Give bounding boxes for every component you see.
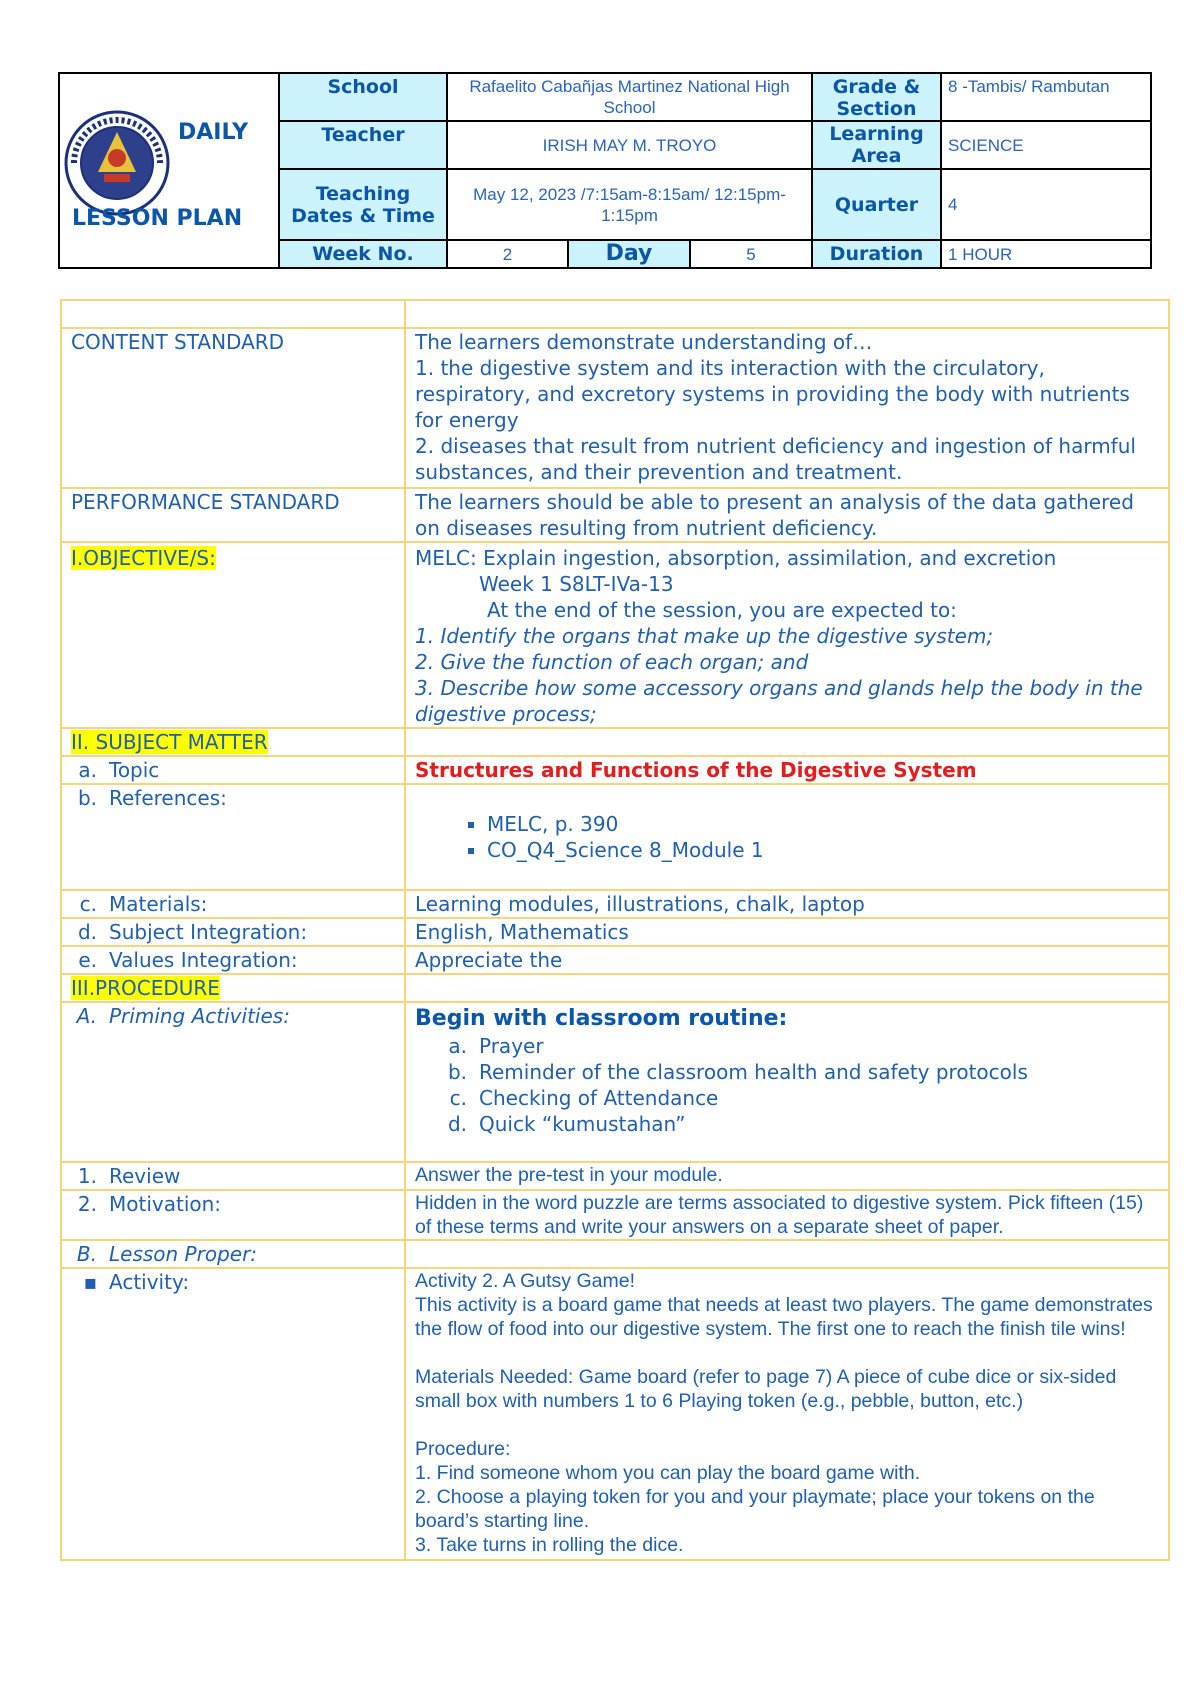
content-standard-item: 2. diseases that result from nutrient deficiency and ingestion of harmful substances, and their prevention and treatment.: [415, 434, 1136, 484]
objective-item: 2. Give the function of each organ; and: [415, 650, 809, 674]
values-integration-row: [61, 946, 1169, 974]
routine-item: [441, 1085, 1159, 1111]
objective-item: 3. Describe how some accessory organs and glands help the body in the digestive process;: [415, 676, 1143, 726]
materials-needed: Materials Needed: Game board (refer to page 7) A piece of cube dice or six-sided small box with numbers 1 to 6 Playing token (e.g., pebble, button, etc.): [415, 1366, 1117, 1412]
priming-row: [61, 1002, 1169, 1162]
list-letter: c.: [79, 892, 97, 916]
duration-label: Duration: [812, 240, 941, 268]
activity-label: Activity:: [109, 1270, 190, 1294]
review-label: Review: [109, 1164, 181, 1188]
materials-label: Materials:: [109, 892, 208, 916]
reference-item: ▪ CO_Q4_Science 8_Module 1: [487, 837, 1159, 863]
objectives-melc: MELC: Explain ingestion, absorption, assimilation, and excretion: [415, 546, 1057, 570]
list-letter: b.: [447, 1060, 467, 1084]
procedure-step: 3. Take turns in rolling the dice.: [415, 1534, 684, 1556]
title-block: [59, 73, 279, 268]
motivation-value: Hidden in the word puzzle are terms associated to digestive system. Pick fifteen (15) of these terms and write your answers on a separate sheet of paper.: [405, 1190, 1169, 1240]
objectives-heading: I.OBJECTIVE/S:: [71, 546, 216, 570]
review-row: [61, 1162, 1169, 1190]
performance-standard-text: The learners should be able to present an analysis of the data gathered on diseases resulting from nutrient deficiency.: [405, 488, 1169, 542]
list-number: 2.: [77, 1192, 97, 1216]
content-standard-label: CONTENT STANDARD: [61, 328, 405, 488]
topic-row: [61, 756, 1169, 784]
week-label: Week No.: [279, 240, 447, 268]
reference-item: ▪ MELC, p. 390: [487, 811, 1159, 837]
routine-text: Reminder of the classroom health and safety protocols: [479, 1060, 1028, 1084]
dates-value: May 12, 2023 /7:15am-8:15am/ 12:15pm-1:15pm: [447, 169, 812, 240]
objectives-row: [61, 542, 1169, 728]
week-value: 2: [447, 240, 568, 268]
motivation-label: Motivation:: [109, 1192, 222, 1216]
list-letter: A.: [76, 1004, 97, 1028]
routine-item: [441, 1033, 1159, 1059]
subject-matter-heading: II. SUBJECT MATTER: [71, 730, 268, 754]
objectives-code: Week 1 S8LT-IVa-13: [479, 572, 674, 596]
quarter-value: 4: [941, 169, 1151, 240]
quarter-label: Quarter: [812, 169, 941, 240]
list-letter: d.: [447, 1112, 467, 1136]
list-letter: a.: [448, 1034, 467, 1058]
references-label: References:: [109, 786, 227, 810]
materials-row: [61, 890, 1169, 918]
procedure-heading: III.PROCEDURE: [71, 976, 220, 1000]
day-label: Day: [568, 240, 690, 268]
performance-standard-label: PERFORMANCE STANDARD: [61, 488, 405, 542]
routine-title: Begin with classroom routine:: [415, 1006, 788, 1031]
objective-item: 1. Identify the organs that make up the digestive system;: [415, 624, 994, 648]
objectives-intro: At the end of the session, you are expected to:: [487, 598, 957, 622]
day-value: 5: [690, 240, 812, 268]
materials-value: Learning modules, illustrations, chalk, laptop: [405, 890, 1169, 918]
content-standard-item: 1. the digestive system and its interaction with the circulatory, respiratory, and excretory systems in providing the body with nutrients for energy: [415, 356, 1130, 432]
review-value: Answer the pre-test in your module.: [405, 1162, 1169, 1190]
procedure-step: 2. Choose a playing token for you and your playmate; place your tokens on the board’s starting line.: [415, 1486, 1095, 1532]
list-letter: a.: [78, 758, 97, 782]
list-letter: c.: [449, 1086, 467, 1110]
school-value: Rafaelito Cabañjas Martinez National High School: [447, 73, 812, 121]
dates-label: Teaching Dates & Time: [279, 169, 447, 240]
subject-integration-label: Subject Integration:: [109, 920, 308, 944]
priming-label: Priming Activities:: [109, 1004, 290, 1028]
values-integration-value: Appreciate the: [405, 946, 1169, 974]
lesson-proper-label: Lesson Proper:: [109, 1242, 258, 1266]
list-letter: e.: [78, 948, 97, 972]
procedure-row: [61, 974, 1169, 1002]
bullet-icon: ▪: [83, 1270, 97, 1294]
activity-title: Activity 2. A Gutsy Game!: [415, 1270, 635, 1292]
deped-seal-icon: [64, 110, 170, 216]
references-row: [61, 784, 1169, 890]
routine-item: [441, 1059, 1159, 1085]
area-value: SCIENCE: [941, 121, 1151, 169]
topic-label: Topic: [109, 758, 160, 782]
routine-text: Checking of Attendance: [479, 1086, 719, 1110]
routine-item: [441, 1111, 1159, 1137]
list-letter: d.: [77, 920, 97, 944]
grade-label: Grade & Section: [812, 73, 941, 121]
procedure-title: Procedure:: [415, 1438, 511, 1460]
title-lesson-plan: LESSON PLAN: [72, 205, 243, 231]
activity-desc: This activity is a board game that needs at least two players. The game demonstrates the flow of food into our digestive system. The first one to reach the finish tile wins!: [415, 1294, 1153, 1340]
routine-text: Quick “kumustahan”: [479, 1112, 686, 1136]
duration-value: 1 HOUR: [941, 240, 1151, 268]
list-number: 1.: [77, 1164, 97, 1188]
values-integration-label: Values Integration:: [109, 948, 298, 972]
title-daily: DAILY: [178, 119, 248, 145]
activity-row: [61, 1268, 1169, 1560]
teacher-value: IRISH MAY M. TROYO: [447, 121, 812, 169]
school-label: School: [279, 73, 447, 121]
header-table: [58, 72, 1152, 269]
area-label: Learning Area: [812, 121, 941, 169]
performance-standard-row: [61, 488, 1169, 542]
grade-value: 8 -Tambis/ Rambutan: [941, 73, 1151, 121]
table-row: [61, 300, 1169, 328]
lesson-plan-table: [60, 299, 1170, 1561]
content-standard-row: [61, 328, 1169, 488]
subject-integration-row: [61, 918, 1169, 946]
topic-value: Structures and Functions of the Digestive System: [415, 758, 977, 782]
subject-integration-value: English, Mathematics: [405, 918, 1169, 946]
list-letter: B.: [76, 1242, 97, 1266]
motivation-row: [61, 1190, 1169, 1240]
routine-text: Prayer: [479, 1034, 544, 1058]
teacher-label: Teacher: [279, 121, 447, 169]
subject-matter-row: [61, 728, 1169, 756]
lesson-proper-row: [61, 1240, 1169, 1268]
list-letter: b.: [77, 786, 97, 810]
procedure-step: 1. Find someone whom you can play the board game with.: [415, 1462, 921, 1484]
content-standard-intro: The learners demonstrate understanding of…: [415, 330, 873, 354]
